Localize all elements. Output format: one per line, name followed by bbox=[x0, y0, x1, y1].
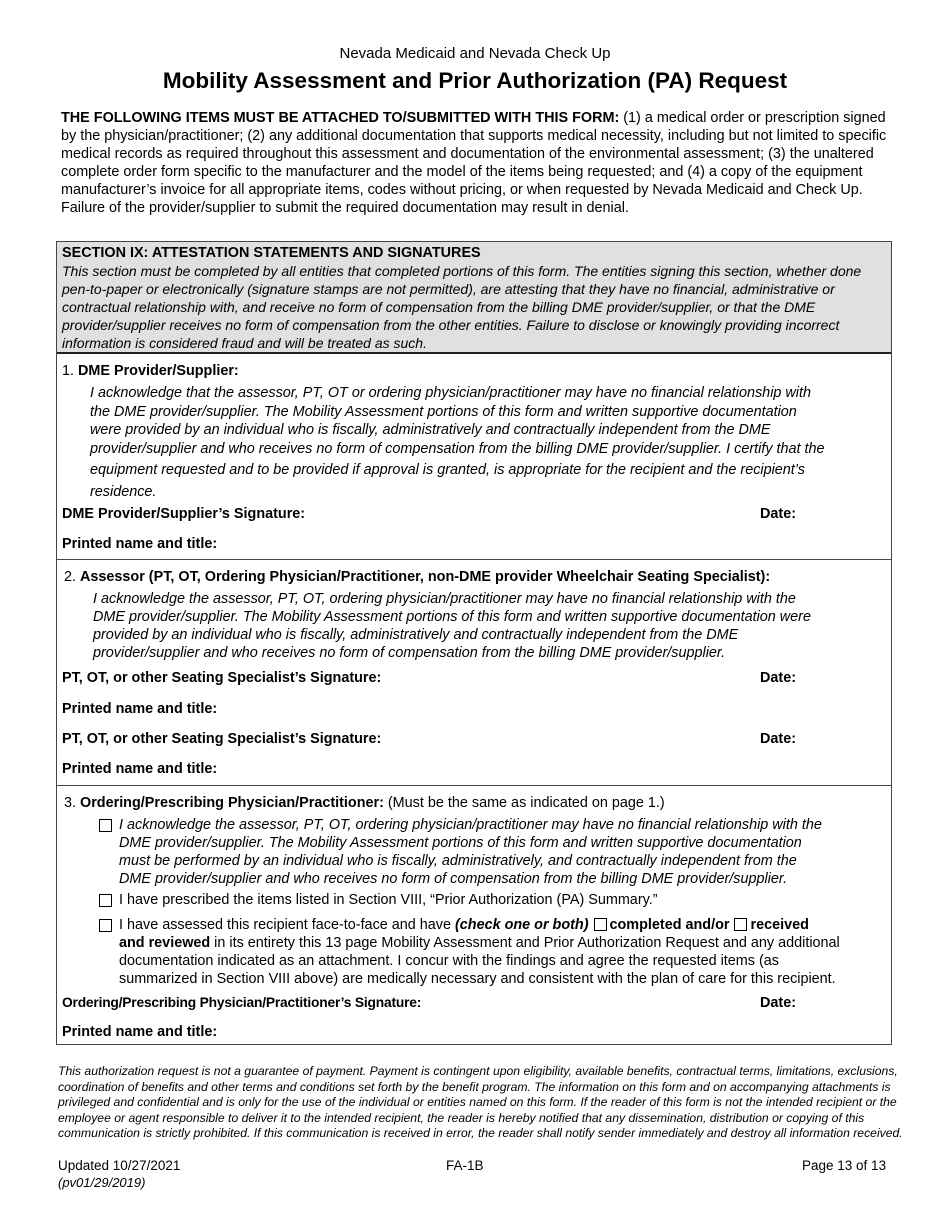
completed-checkbox[interactable] bbox=[594, 918, 607, 931]
dme-statement-line: residence. bbox=[90, 483, 157, 500]
attachment-instructions bbox=[61, 109, 901, 217]
attachment-instructions-text: (1) a medical order or prescription signed by the physician/practitioner; (2) any additional documentation that supports medical necessity, including but not limited to specific medical records as required throughout this assessment and documentation of the environmental assessment; (3) the unaltered complete order form specific to the manufacturer and the model of the items being requested; and (4) a copy of the equipment manufacturer’s invoice for all appropriate items, codes without pricing, or when requested by Nevada Medicaid and Check Up. Failure of the provider/supplier to submit the required documentation may result in denial. bbox=[61, 110, 887, 216]
updated-date: Updated 10/27/2021 bbox=[58, 1158, 181, 1173]
assessor-statement-line: provided by an individual who is fiscally, administratively and contractually independent from the DME bbox=[93, 627, 739, 643]
dme-printed-name-label: Printed name and title: bbox=[62, 536, 218, 552]
assessor-statement-line: provider/supplier and who receives no form of compensation from the billing DME provider/supplier. bbox=[93, 645, 726, 661]
dme-signature-label: DME Provider/Supplier’s Signature: bbox=[62, 506, 306, 522]
assessor-heading bbox=[64, 569, 770, 585]
face-to-face-statement bbox=[119, 916, 891, 988]
ordering-physician-title: Ordering/Prescribing Physician/Practitioner: bbox=[80, 795, 384, 811]
previous-version: (pv01/29/2019) bbox=[58, 1175, 146, 1190]
acknowledge-line: DME provider/supplier. The Mobility Assessment portions of this form and written supportive documentation bbox=[119, 835, 802, 851]
dme-date-label: Date: bbox=[760, 506, 796, 522]
prescribed-items-statement: I have prescribed the items listed in Section VIII, “Prior Authorization (PA) Summary.” bbox=[119, 892, 658, 908]
dme-statement-line: provider/supplier and who receives no form of compensation from the billing DME provider/supplier. I certify that the bbox=[90, 440, 825, 457]
attachment-instructions-heading: THE FOLLOWING ITEMS MUST BE ATTACHED TO/SUBMITTED WITH THIS FORM: bbox=[61, 110, 620, 126]
form-title: Mobility Assessment and Prior Authorization (PA) Request bbox=[162, 68, 788, 93]
acknowledge-checkbox[interactable] bbox=[99, 819, 112, 832]
acknowledge-line: I acknowledge the assessor, PT, OT, ordering physician/practitioner may have no financial relationship with the bbox=[119, 817, 822, 833]
assessor-signature-label-1: PT, OT, or other Seating Specialist’s Signature: bbox=[62, 670, 382, 686]
ordering-physician-block bbox=[57, 786, 891, 1044]
assessor-statement-line: I acknowledge the assessor, PT, OT, ordering physician/practitioner may have no financial relationship with the bbox=[93, 591, 796, 607]
face-to-face-line: documentation indicated as an attachment. I concur with the findings and agree the requested items (as bbox=[119, 953, 779, 969]
dme-provider-title: DME Provider/Supplier: bbox=[78, 363, 239, 379]
face-to-face-line: summarized in Section VIII above) are medically necessary and consistent with the plan of care for this recipient. bbox=[119, 971, 836, 987]
assessor-date-label-1: Date: bbox=[760, 670, 796, 686]
payment-disclaimer: This authorization request is not a guarantee of payment. Payment is contingent upon eligibility, available benefits, contractual terms, limitations, exclusions, coordination of benefits and other terms and conditions set forth by the benefit program. The information on this form and on accompanying attachments is privileged and confidential and is only for the use of the individual or entities named on this form. If the reader of this form is not the intended recipient or the employee or agent responsible to deliver it to the intended recipient, the reader is hereby notified that any dissemination, distribution or copying of this communication is strictly prohibited. If this communication is received in error, the reader shall notify sender immediately and destroy all information received. bbox=[58, 1064, 903, 1141]
and-reviewed-label: and reviewed bbox=[119, 935, 211, 951]
assessor-number: 2. bbox=[64, 569, 80, 585]
assessor-date-label-2: Date: bbox=[760, 731, 796, 747]
prescribed-items-checkbox[interactable] bbox=[99, 894, 112, 907]
face-to-face-text-a: I have assessed this recipient face-to-face and have bbox=[119, 917, 455, 933]
assessor-signature-label-2: PT, OT, or other Seating Specialist’s Signature: bbox=[62, 731, 382, 747]
assessor-title: Assessor (PT, OT, Ordering Physician/Practitioner, non-DME provider Wheelchair Seating Specialist): bbox=[80, 569, 771, 585]
acknowledge-statement bbox=[119, 816, 891, 888]
ordering-printed-name-label: Printed name and title: bbox=[62, 1024, 218, 1040]
ordering-physician-number: 3. bbox=[64, 795, 80, 811]
assessor-statement bbox=[93, 590, 889, 662]
acknowledge-line: DME provider/supplier and who receives no form of compensation from the billing DME provider/supplier. bbox=[119, 871, 788, 887]
acknowledge-line: must be performed by an individual who is fiscally, administratively, and contractually independent from the bbox=[119, 853, 797, 869]
attestation-section bbox=[56, 241, 892, 1045]
face-to-face-line bbox=[119, 916, 891, 934]
received-checkbox[interactable] bbox=[734, 918, 747, 931]
dme-provider-number: 1. bbox=[62, 363, 78, 379]
dme-statement-line: were provided by an individual who is fiscally, administratively and contractually independent from the DME bbox=[90, 422, 771, 439]
dme-statement-line: equipment requested and to be provided if approval is granted, is appropriate for the recipient and the recipient’s bbox=[90, 462, 805, 479]
ordering-physician-note: (Must be the same as indicated on page 1.) bbox=[383, 795, 665, 811]
face-to-face-text-f: in its entirety this 13 page Mobility Assessment and Prior Authorization Request and any additional bbox=[210, 935, 840, 951]
ordering-date-label: Date: bbox=[760, 995, 796, 1011]
section-title: SECTION IX: ATTESTATION STATEMENTS AND SIGNATURES bbox=[62, 245, 481, 261]
assessor-printed-name-label-1: Printed name and title: bbox=[62, 701, 218, 717]
assessor-block bbox=[57, 560, 891, 786]
ordering-physician-heading bbox=[64, 795, 665, 811]
dme-provider-statement bbox=[90, 384, 890, 502]
dme-provider-heading bbox=[62, 363, 239, 379]
face-to-face-checkbox[interactable] bbox=[99, 919, 112, 932]
dme-provider-block bbox=[57, 354, 891, 560]
face-to-face-line bbox=[119, 934, 891, 952]
agency-subtitle: Nevada Medicaid and Nevada Check Up bbox=[339, 45, 611, 62]
section-description: This section must be completed by all entities that completed portions of this form. The entities signing this section, whether done pen-to-paper or electronically (signature stamps are not permitted), are attesting that they have no financial, administrative or contractual relationship with, and receive no form of compensation from the billing DME provider/supplier, or that the DME provider/supplier receives no form of compensation from the other entities. Failure to disclose or knowingly providing incorrect information is considered fraud and will be treated as such. bbox=[62, 263, 862, 351]
dme-statement-line: the DME provider/supplier. The Mobility Assessment portions of this form and written supportive documentation bbox=[90, 403, 797, 420]
assessor-statement-line: DME provider/supplier. The Mobility Assessment portions of this form and written supportive documentation were bbox=[93, 609, 811, 625]
form-id: FA-1B bbox=[446, 1158, 484, 1173]
dme-statement-line: I acknowledge that the assessor, PT, OT or ordering physician/practitioner may have no financial relationship with bbox=[90, 385, 811, 401]
section-header bbox=[57, 242, 891, 354]
page-number: Page 13 of 13 bbox=[802, 1158, 887, 1173]
completed-label: completed and/or bbox=[609, 917, 730, 933]
assessor-printed-name-label-2: Printed name and title: bbox=[62, 761, 218, 777]
ordering-signature-label: Ordering/Prescribing Physician/Practitioner’s Signature: bbox=[62, 995, 422, 1010]
received-label: received bbox=[750, 917, 809, 933]
check-one-or-both-text: (check one or both) bbox=[454, 917, 589, 933]
